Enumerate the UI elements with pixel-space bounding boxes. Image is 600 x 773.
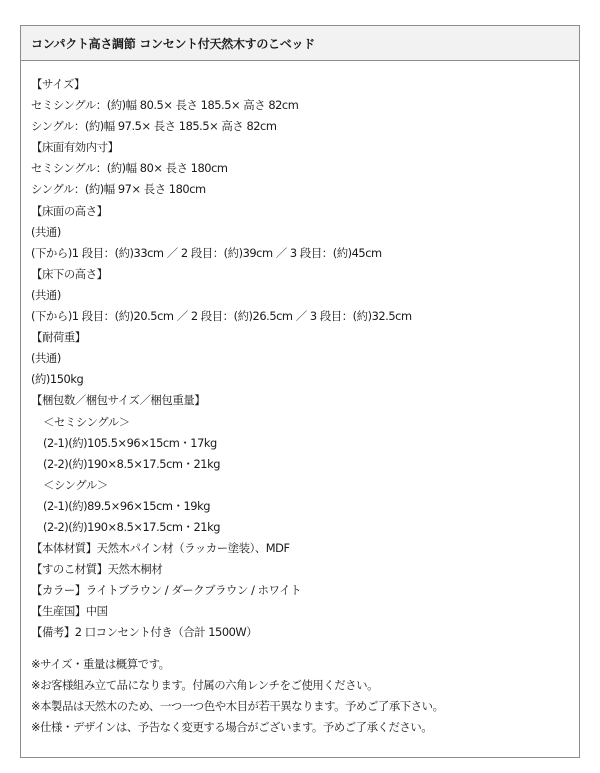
note-line: ※本製品は天然木のため、一つ一つ色や木目が若干異なります。予めご了承下さい。 [31, 698, 444, 713]
spec-line: ＜セミシングル＞ [43, 414, 130, 429]
note-line: ※お客様組み立て品になります。付属の六角レンチをご使用ください。 [31, 677, 379, 692]
spec-body [21, 61, 579, 738]
spec-line: 【サイズ】 [31, 77, 85, 91]
spec-line: (2-1)(約)105.5×96×15cm・17kg [43, 435, 217, 450]
spec-line: (2-2)(約)190×8.5×17.5cm・21kg [43, 456, 220, 471]
spec-line: 【梱包数／梱包サイズ／梱包重量】 [31, 393, 206, 408]
note-line: ※仕様・デザインは、予告なく変更する場合がございます。予めご了承ください。 [31, 719, 433, 734]
spec-line: (下から)1 段目：(約)33cm ／ 2 段目：(約)39cm ／ 3 段目：(約)45cm [31, 245, 382, 260]
notes-spacer [31, 644, 579, 654]
spec-line: 【生産国】中国 [31, 604, 108, 619]
spec-line: 【床面の高さ】 [31, 203, 108, 218]
spec-line: ＜シングル＞ [43, 477, 108, 492]
spec-line: (共通) [31, 287, 61, 302]
spec-line: (2-1)(約)89.5×96×15cm・19kg [43, 498, 211, 513]
product-title: コンパクト高さ調節 コンセント付天然木すのこベッド [31, 36, 315, 51]
spec-line: 【カラー】ライトブラウン / ダークブラウン / ホワイト [31, 583, 302, 598]
spec-line: 【耐荷重】 [31, 330, 86, 345]
spec-line: 【備考】2 口コンセント付き（合計 1500W） [31, 625, 258, 640]
spec-line: シングル：(約)幅 97× 長さ 180cm [31, 182, 206, 197]
spec-line: (約)150kg [31, 372, 84, 387]
notes-section [31, 654, 579, 738]
spec-line: セミシングル：(約)幅 80× 長さ 180cm [31, 161, 228, 176]
spec-header [21, 26, 579, 61]
spec-table [20, 25, 580, 758]
spec-line: (共通) [31, 351, 61, 366]
spec-line: (共通) [31, 224, 61, 239]
spec-line: 【床面有効内寸】 [31, 140, 119, 155]
spec-line: 【すのこ材質】天然木桐材 [31, 562, 163, 577]
spec-line: セミシングル：(約)幅 80.5× 長さ 185.5× 高さ 82cm [31, 98, 299, 113]
spec-lines [31, 74, 579, 644]
spec-line: シングル：(約)幅 97.5× 長さ 185.5× 高さ 82cm [31, 119, 277, 134]
spec-line: 【床下の高さ】 [31, 266, 108, 281]
spec-line: (下から)1 段目：(約)20.5cm ／ 2 段目：(約)26.5cm ／ 3 段目：(約)32.5cm [31, 309, 412, 324]
note-line: ※サイズ・重量は概算です。 [31, 656, 170, 671]
spec-line: (2-2)(約)190×8.5×17.5cm・21kg [43, 519, 220, 534]
spec-line: 【本体材質】天然木パイン材（ラッカー塗装）、MDF [31, 541, 290, 556]
